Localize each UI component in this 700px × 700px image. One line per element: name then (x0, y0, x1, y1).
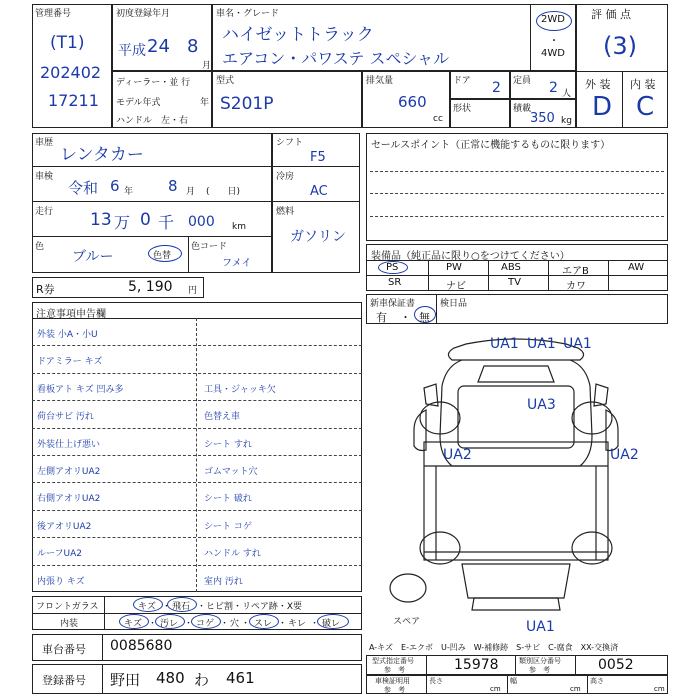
reg-label: 登録番号 (42, 674, 86, 687)
equip-line-1 (366, 260, 668, 261)
handle-label: ハンドル 左・右 (116, 116, 189, 126)
fuel: ガソリン (290, 229, 346, 245)
reg-place: 野田 (110, 671, 141, 689)
class-label: 類別区分番号 (519, 657, 561, 665)
width-cm: cm (570, 685, 581, 693)
equip-abs: ABS (501, 262, 521, 273)
model-year-label: モデル年式 (116, 98, 161, 108)
notes-row-line (32, 565, 362, 566)
front-glass-label: フロントガラス (36, 602, 99, 612)
notes-label: 注意事項申告欄 (36, 309, 106, 320)
class-number: 0052 (598, 657, 634, 673)
insp-month: 8 (168, 177, 178, 195)
equip-ps: PS (386, 262, 399, 273)
insp-month-unit: 月 (186, 187, 196, 197)
person-unit: 人 (562, 89, 572, 99)
man-unit: 万 (114, 213, 131, 232)
name-grade-label: 車名・グレード (216, 9, 280, 19)
notes-left-item: 看板アト キズ 凹み多 (37, 384, 124, 395)
score: (3) (603, 32, 637, 60)
color: ブルー (72, 249, 114, 265)
delivery-label: 検日品 (440, 299, 468, 309)
interior-koge: コゲ (196, 619, 215, 629)
displacement: 660 (398, 93, 427, 111)
equip-airbag: エアB (562, 266, 589, 277)
drive-2wd: 2WD (541, 14, 565, 25)
damage-right: UA2 (610, 447, 639, 463)
equip-col-3 (548, 260, 549, 291)
glass-label-divider (104, 596, 105, 630)
cert-div-2 (507, 675, 508, 694)
length-cm: cm (490, 685, 501, 693)
notes-left-item: 荷台サビ 汚れ (37, 412, 94, 423)
drive-dot: ・ (549, 36, 559, 47)
i-dot-3: ・ (220, 619, 230, 629)
recycle-unit: 円 (188, 286, 198, 296)
notes-right-item: 色替え車 (204, 412, 241, 423)
equip-sr: SR (388, 277, 402, 288)
notes-left-item: 外装 小A・小U (37, 330, 98, 340)
type-label: 型式 (216, 76, 235, 86)
notes-right-item: 室内 汚れ (204, 576, 243, 587)
ext-int-divider (622, 71, 623, 128)
chassis-divider (102, 634, 103, 661)
capacity: 2 (549, 80, 558, 96)
fuel-label: 燃料 (276, 207, 295, 217)
reg-kana: わ (194, 671, 210, 689)
notes-right-item: シート 破れ (204, 494, 252, 505)
equip-col-2 (488, 260, 489, 291)
score-label: 評 価 点 (591, 8, 631, 21)
width-label: 幅 (510, 677, 517, 685)
front-kizu: キズ (138, 602, 156, 612)
grade: エアコン・パワステ スペシャル (222, 49, 450, 68)
glass-divider (32, 613, 362, 614)
warranty-yes: 有 (376, 311, 387, 324)
shape-label: 形状 (453, 104, 472, 114)
td-div-1 (426, 655, 427, 675)
mileage-label: 走行 (35, 207, 54, 217)
km-unit: km (232, 222, 246, 232)
int-grade: C (636, 92, 655, 122)
notes-left-item: ドアミラー キズ (37, 357, 103, 368)
notes-right-item: シート コゲ (204, 521, 252, 532)
type-designation-label: 型式指定番号 (372, 657, 414, 665)
i-dot-4: ・ (241, 619, 251, 629)
notes-left-item: ルーフUA2 (37, 549, 83, 560)
damage-center: UA3 (527, 397, 556, 413)
damage-left: UA2 (443, 447, 472, 463)
sales-line-3 (370, 216, 664, 217)
i-dot-6: ・ (310, 619, 320, 629)
damage-top-2: UA1 (527, 336, 556, 352)
insp-year-unit: 年 (124, 187, 134, 197)
first-reg-label: 初度登録年月 (116, 9, 171, 19)
notes-row-line (32, 482, 362, 483)
color-label: 色 (35, 242, 45, 252)
sales-line-2 (370, 193, 664, 194)
equip-pw: PW (446, 262, 462, 273)
month-unit: 月 (202, 61, 212, 71)
equip-tv: TV (508, 277, 521, 288)
recycle-box (32, 277, 204, 298)
sen-unit: 千 (158, 213, 175, 232)
cert-sub: 参 考 (384, 686, 405, 694)
mileage-sen: 0 (140, 210, 151, 230)
i-dot-1: ・ (148, 619, 158, 629)
capacity-label: 定員 (513, 76, 532, 86)
interior-yogore: 汚レ (160, 619, 179, 629)
int-label: 内 装 (630, 78, 656, 91)
cc-unit: cc (433, 114, 443, 124)
model-year-unit: 年 (200, 98, 210, 108)
history-line-1 (32, 166, 272, 167)
color-change: 色替 (153, 251, 172, 261)
i-dot-2: ・ (184, 619, 194, 629)
history-value: レンタカー (60, 145, 144, 165)
notes-left-item: 外装仕上げ悪い (37, 439, 101, 450)
notes-right-item: 工具・ジャッキ欠 (204, 384, 276, 395)
shift-label: シフト (276, 138, 304, 148)
history-label: 車歴 (35, 138, 54, 148)
notes-right-item: ハンドル すれ (204, 549, 261, 560)
mgmt-label: 管理番号 (35, 9, 72, 19)
reg-month: 8 (187, 36, 199, 57)
cert-div-3 (587, 675, 588, 694)
ac-label: 冷房 (276, 172, 295, 182)
chassis-number: 0085680 (110, 638, 173, 654)
notes-right-item: シート すれ (204, 439, 252, 450)
type-value: S201P (220, 94, 274, 114)
class-sub: 参 考 (529, 666, 550, 674)
mgmt-code: (T1) (50, 33, 85, 53)
front-hiseki: 飛石 (172, 602, 191, 612)
notes-row-line (32, 345, 362, 346)
interior-kizu: キズ (124, 619, 142, 629)
notes-right-item: ゴムマット穴 (204, 467, 258, 477)
notes-row-line (32, 537, 362, 538)
recycle-amount: 5, 190 (128, 279, 173, 295)
drive-4wd: 4WD (541, 48, 565, 59)
notes-row-line (32, 373, 362, 374)
truck-diagram (366, 326, 668, 638)
height-cm: cm (654, 685, 665, 693)
car-name: ハイゼットトラック (222, 25, 374, 45)
era: 平成 (118, 43, 146, 59)
interior-yabure: 破レ (322, 619, 341, 629)
warranty-no: 無 (419, 311, 430, 324)
type-designation: 15978 (454, 657, 499, 673)
warranty-label: 新車保証書 (370, 299, 416, 309)
shift: F5 (310, 150, 326, 165)
notes-row-line (32, 510, 362, 511)
history-line-2 (32, 201, 272, 202)
interior-label: 内装 (60, 619, 79, 629)
warranty-divider (436, 294, 437, 324)
front-rest: ・ヒビ割・リペア跡・X要 (197, 602, 302, 612)
equip-aw: AW (628, 262, 645, 273)
spec-line-2 (272, 201, 360, 202)
insp-era: 令和 (68, 179, 99, 197)
legend: A-キズ E-エクボ U-凹み W-補修跡 S-サビ C-腐食 XX-交換済 (369, 643, 619, 652)
equip-line-2 (366, 275, 668, 276)
color-code-label: 色コード (191, 242, 228, 252)
equip-leather: カワ (566, 281, 586, 292)
history-line-3 (32, 236, 272, 237)
td-div-3 (575, 655, 576, 675)
ext-label: 外 装 (585, 78, 611, 91)
color-code: フメイ (222, 258, 252, 269)
notes-header-line (32, 318, 362, 319)
insp-day: ( 日) (206, 187, 241, 197)
interior-kire: キレ (288, 619, 306, 629)
height-label: 高さ (590, 677, 604, 685)
interior-sure: スレ (254, 619, 273, 629)
cert-box (366, 675, 668, 694)
notes-row-line (32, 455, 362, 456)
recycle-label: R券 (36, 283, 55, 296)
door-label: ドア (453, 76, 471, 86)
mgmt-number-1: 202402 (40, 63, 102, 82)
interior-ana: 穴 (230, 619, 240, 629)
notes-left-item: 左側アオリUA2 (37, 467, 101, 477)
td-div-2 (515, 655, 516, 675)
load: 350 (530, 111, 555, 126)
notes-left-item: 右側アオリUA2 (37, 494, 101, 505)
spec-line-1 (272, 166, 360, 167)
mileage-man: 13 (90, 210, 112, 230)
drive-divider (530, 4, 531, 71)
notes-row-line (32, 428, 362, 429)
notes-left-item: 内張り キズ (37, 576, 85, 587)
reg-number: 461 (226, 669, 255, 687)
notes-row-line (32, 400, 362, 401)
reg-year: 24 (147, 36, 170, 57)
reg-class: 480 (156, 669, 185, 687)
notes-left-item: 後アオリUA2 (37, 521, 92, 532)
type-designation-sub: 参 考 (384, 666, 405, 674)
inspection-label: 車検 (35, 172, 54, 182)
mgmt-number-2: 17211 (48, 91, 99, 110)
cert-label: 車検証明用 (375, 677, 410, 685)
displacement-label: 排気量 (366, 76, 394, 86)
damage-top-3: UA1 (563, 336, 592, 352)
sales-line-1 (370, 171, 664, 172)
cert-div-1 (426, 675, 427, 694)
equip-col-4 (608, 260, 609, 291)
warranty-dot: ・ (400, 311, 411, 324)
equipment-label: 装備品（純正品に限り○をつけてください） (371, 251, 570, 262)
equip-navi: ナビ (446, 281, 466, 292)
load-label: 積載 (513, 104, 532, 114)
spare-label: スペア (393, 617, 421, 627)
doors: 2 (492, 80, 501, 96)
ac: AC (310, 184, 328, 199)
length-label: 長さ (429, 677, 443, 685)
ext-grade: D (592, 92, 613, 122)
reg-divider (102, 664, 103, 694)
insp-year: 6 (110, 177, 120, 195)
dealer-label: ディーラー・並 行 (116, 78, 191, 88)
kg-unit: kg (561, 116, 572, 126)
i-dot-5: ・ (278, 619, 288, 629)
damage-bottom: UA1 (526, 619, 555, 635)
front-dot: ・ (162, 602, 172, 612)
equip-col-1 (428, 260, 429, 291)
color-code-divider (188, 236, 189, 273)
sales-point-label: セールスポイント（正常に機能するものに限ります） (371, 140, 611, 151)
damage-top-1: UA1 (490, 336, 519, 352)
mileage-rest: 000 (188, 214, 215, 230)
chassis-label: 車台番号 (42, 643, 86, 656)
